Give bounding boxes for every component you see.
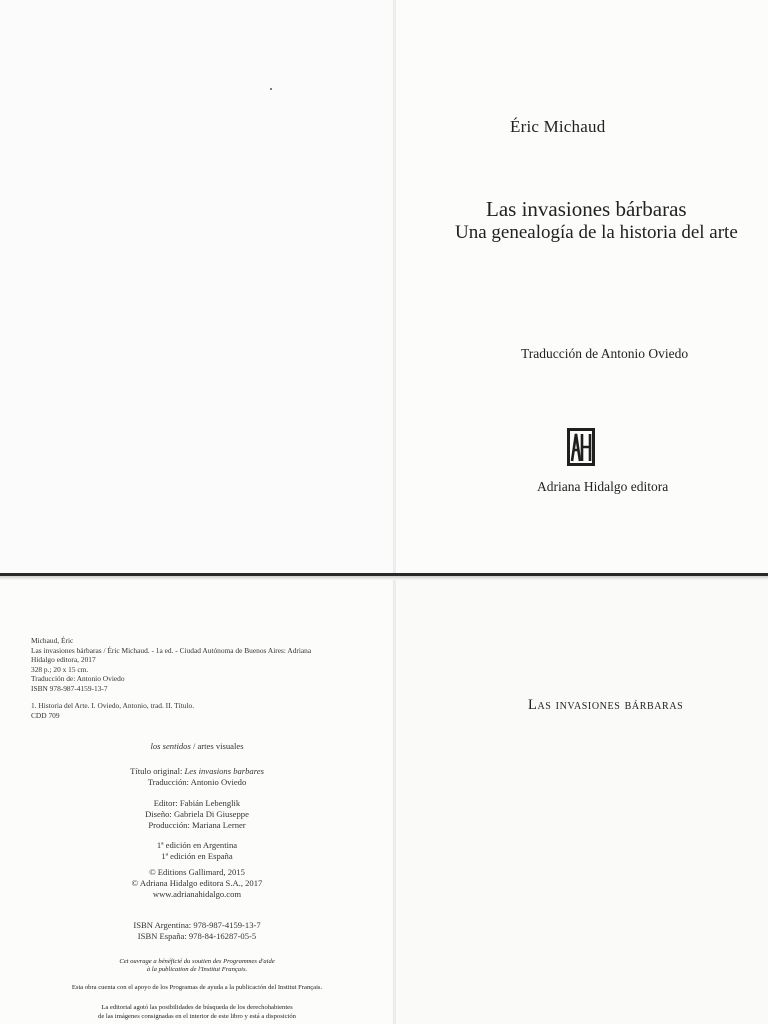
series-line bbox=[0, 741, 394, 752]
isbn-line: ISBN España: 978-84-16287-05-5 bbox=[137, 930, 257, 941]
series-collection: / artes visuales bbox=[190, 741, 244, 751]
isbn-block bbox=[0, 920, 394, 942]
cip-line: Hidalgo editora, 2017 bbox=[31, 655, 96, 664]
original-title-block bbox=[0, 766, 394, 788]
edition-line: 1ª edición en España bbox=[161, 850, 233, 861]
support-french bbox=[0, 958, 394, 975]
blank-page-top-left bbox=[0, 0, 394, 574]
cip-subjects-block bbox=[31, 701, 194, 720]
editions-block bbox=[0, 840, 394, 862]
rights-block bbox=[0, 867, 394, 899]
staff-line: Diseño: Gabriela Di Giuseppe bbox=[145, 808, 249, 819]
book-subtitle: Una genealogía de la historia del arte bbox=[455, 222, 738, 243]
support-spanish: Esta obra cuenta con el apoyo de los Programas de ayuda a la publicación del Institut Français. bbox=[71, 984, 323, 991]
cip-record bbox=[31, 636, 311, 674]
isbn-line: ISBN Argentina: 978-987-4159-13-7 bbox=[133, 920, 261, 930]
notice-line: La editorial agotó las posibilidades de búsqueda de los derechohabientes bbox=[101, 1004, 293, 1011]
half-title-page bbox=[396, 578, 768, 1024]
image-rights-notice bbox=[0, 1003, 394, 1021]
support-line: Cet ouvrage a bénéficié du soutien des Programmes d'aide bbox=[119, 958, 275, 965]
cip-line: Michaud, Éric bbox=[31, 636, 74, 645]
cip-line: 1. Historia del Arte. I. Oviedo, Antonio, trad. II. Título. bbox=[31, 701, 195, 710]
notice-line: de las imágenes consignadas en el interior de este libro y está a disposición bbox=[98, 1013, 296, 1020]
edition-line: 1ª edición en Argentina bbox=[156, 840, 238, 850]
author-name: Éric Michaud bbox=[510, 117, 606, 136]
rights-line: © Editions Gallimard, 2015 bbox=[149, 867, 245, 877]
cip-line: ISBN 978-987-4159-13-7 bbox=[31, 683, 108, 693]
support-line: à la publication de l'Institut Français. bbox=[146, 966, 248, 974]
cip-line: Traducción de: Antonio Oviedo bbox=[31, 674, 125, 683]
cip-line: 328 p.; 20 x 15 cm. bbox=[31, 664, 89, 674]
half-title: Las invasiones bárbaras bbox=[528, 697, 684, 713]
staff-line: Editor: Fabián Lebenglik bbox=[153, 798, 241, 808]
cip-line: Las invasiones bárbaras / Éric Michaud. - 1a ed. - Ciudad Autónoma de Buenos Aires: Adriana bbox=[31, 645, 312, 655]
ink-speck bbox=[270, 88, 272, 90]
publisher-name: Adriana Hidalgo editora bbox=[537, 479, 669, 494]
translator-credit: Traducción de Antonio Oviedo bbox=[521, 346, 689, 361]
ah-logo-icon bbox=[567, 428, 595, 466]
book-title: Las invasiones bárbaras bbox=[486, 197, 687, 221]
page-fold-shadow bbox=[0, 576, 768, 580]
cip-line: CDD 709 bbox=[31, 710, 60, 720]
staff-credits bbox=[0, 798, 394, 830]
publisher-website: www.adrianahidalgo.com bbox=[152, 888, 242, 899]
original-title-label: Título original: bbox=[130, 766, 185, 776]
original-title-line bbox=[0, 766, 394, 777]
rights-line: © Adriana Hidalgo editora S.A., 2017 bbox=[131, 877, 263, 888]
translator-line: Traducción: Antonio Oviedo bbox=[147, 776, 247, 787]
series-name: los sentidos bbox=[150, 741, 191, 751]
cip-translation-block bbox=[31, 674, 125, 693]
staff-line: Producción: Mariana Lerner bbox=[148, 819, 246, 830]
original-title: Les invasions barbares bbox=[184, 766, 264, 776]
publisher-logo bbox=[567, 428, 595, 466]
